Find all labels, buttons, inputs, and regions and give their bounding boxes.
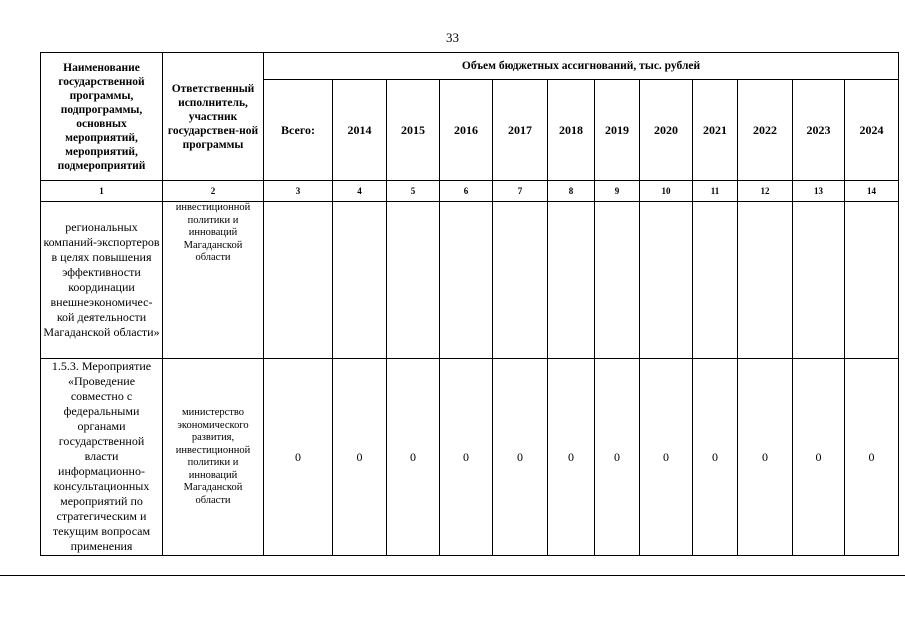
column-number: 13 [793,181,845,202]
column-number: 12 [738,181,793,202]
header-year: 2015 [387,80,440,181]
value-cell [693,202,738,359]
value-cell: 0 [738,359,793,556]
header-responsible: Ответственный исполнитель, участник государствен-ной программы [163,53,264,181]
table-row [41,359,899,556]
value-cell [595,202,640,359]
column-number-row [41,181,899,202]
value-cell: 0 [793,359,845,556]
header-year: 2024 [845,80,899,181]
column-number: 10 [640,181,693,202]
column-number: 8 [548,181,595,202]
column-number: 6 [440,181,493,202]
column-number: 7 [493,181,548,202]
header-year: 2019 [595,80,640,181]
header-year: 2023 [793,80,845,181]
value-cell: 0 [264,359,333,556]
header-row-top [41,53,899,80]
value-cell [440,202,493,359]
value-cell: 0 [493,359,548,556]
value-cell [548,202,595,359]
column-number: 11 [693,181,738,202]
value-cell: 0 [845,359,899,556]
column-number: 3 [264,181,333,202]
value-cell: 0 [693,359,738,556]
page-number: 33 [446,30,459,45]
value-cell [333,202,387,359]
header-year: 2017 [493,80,548,181]
header-total: Всего: [264,80,333,181]
header-year: 2021 [693,80,738,181]
bottom-rule [0,575,905,576]
column-number: 1 [41,181,163,202]
column-number: 9 [595,181,640,202]
header-budget: Объем бюджетных ассигнований, тыс. рублей [264,53,899,80]
value-cell [387,202,440,359]
value-cell [845,202,899,359]
column-number: 4 [333,181,387,202]
value-cell [738,202,793,359]
value-cell [793,202,845,359]
column-number: 2 [163,181,264,202]
value-cell: 0 [640,359,693,556]
value-cell [640,202,693,359]
value-cell: 0 [440,359,493,556]
value-cell: 0 [387,359,440,556]
value-cell: 0 [595,359,640,556]
column-number: 5 [387,181,440,202]
header-year: 2018 [548,80,595,181]
header-year: 2022 [738,80,793,181]
header-year: 2016 [440,80,493,181]
value-cell [493,202,548,359]
value-cell: 0 [333,359,387,556]
program-name-cell: региональных компаний-экспортеров в целях повышения эффективности координации внешнеэкономичес-кой деятельности Магаданской области» [41,202,163,359]
header-name: Наименование государственной программы, подпрограммы, основных мероприятий, мероприятий, подмероприятий [41,53,163,181]
value-cell: 0 [548,359,595,556]
table-row [41,202,899,359]
value-cell [264,202,333,359]
responsible-cell: министерство экономического развития, инвестиционной политики и инноваций Магаданской области [163,359,264,556]
column-number: 14 [845,181,899,202]
responsible-cell: инвестиционной политики и инноваций Магаданской области [163,202,264,359]
budget-table [40,52,899,556]
header-year: 2014 [333,80,387,181]
header-year: 2020 [640,80,693,181]
program-name-cell: 1.5.3. Мероприятие «Проведение совместно с федеральными органами государственной власти информационно-консультационных мероприятий по стратегическим и текущим вопросам применения [41,359,163,556]
